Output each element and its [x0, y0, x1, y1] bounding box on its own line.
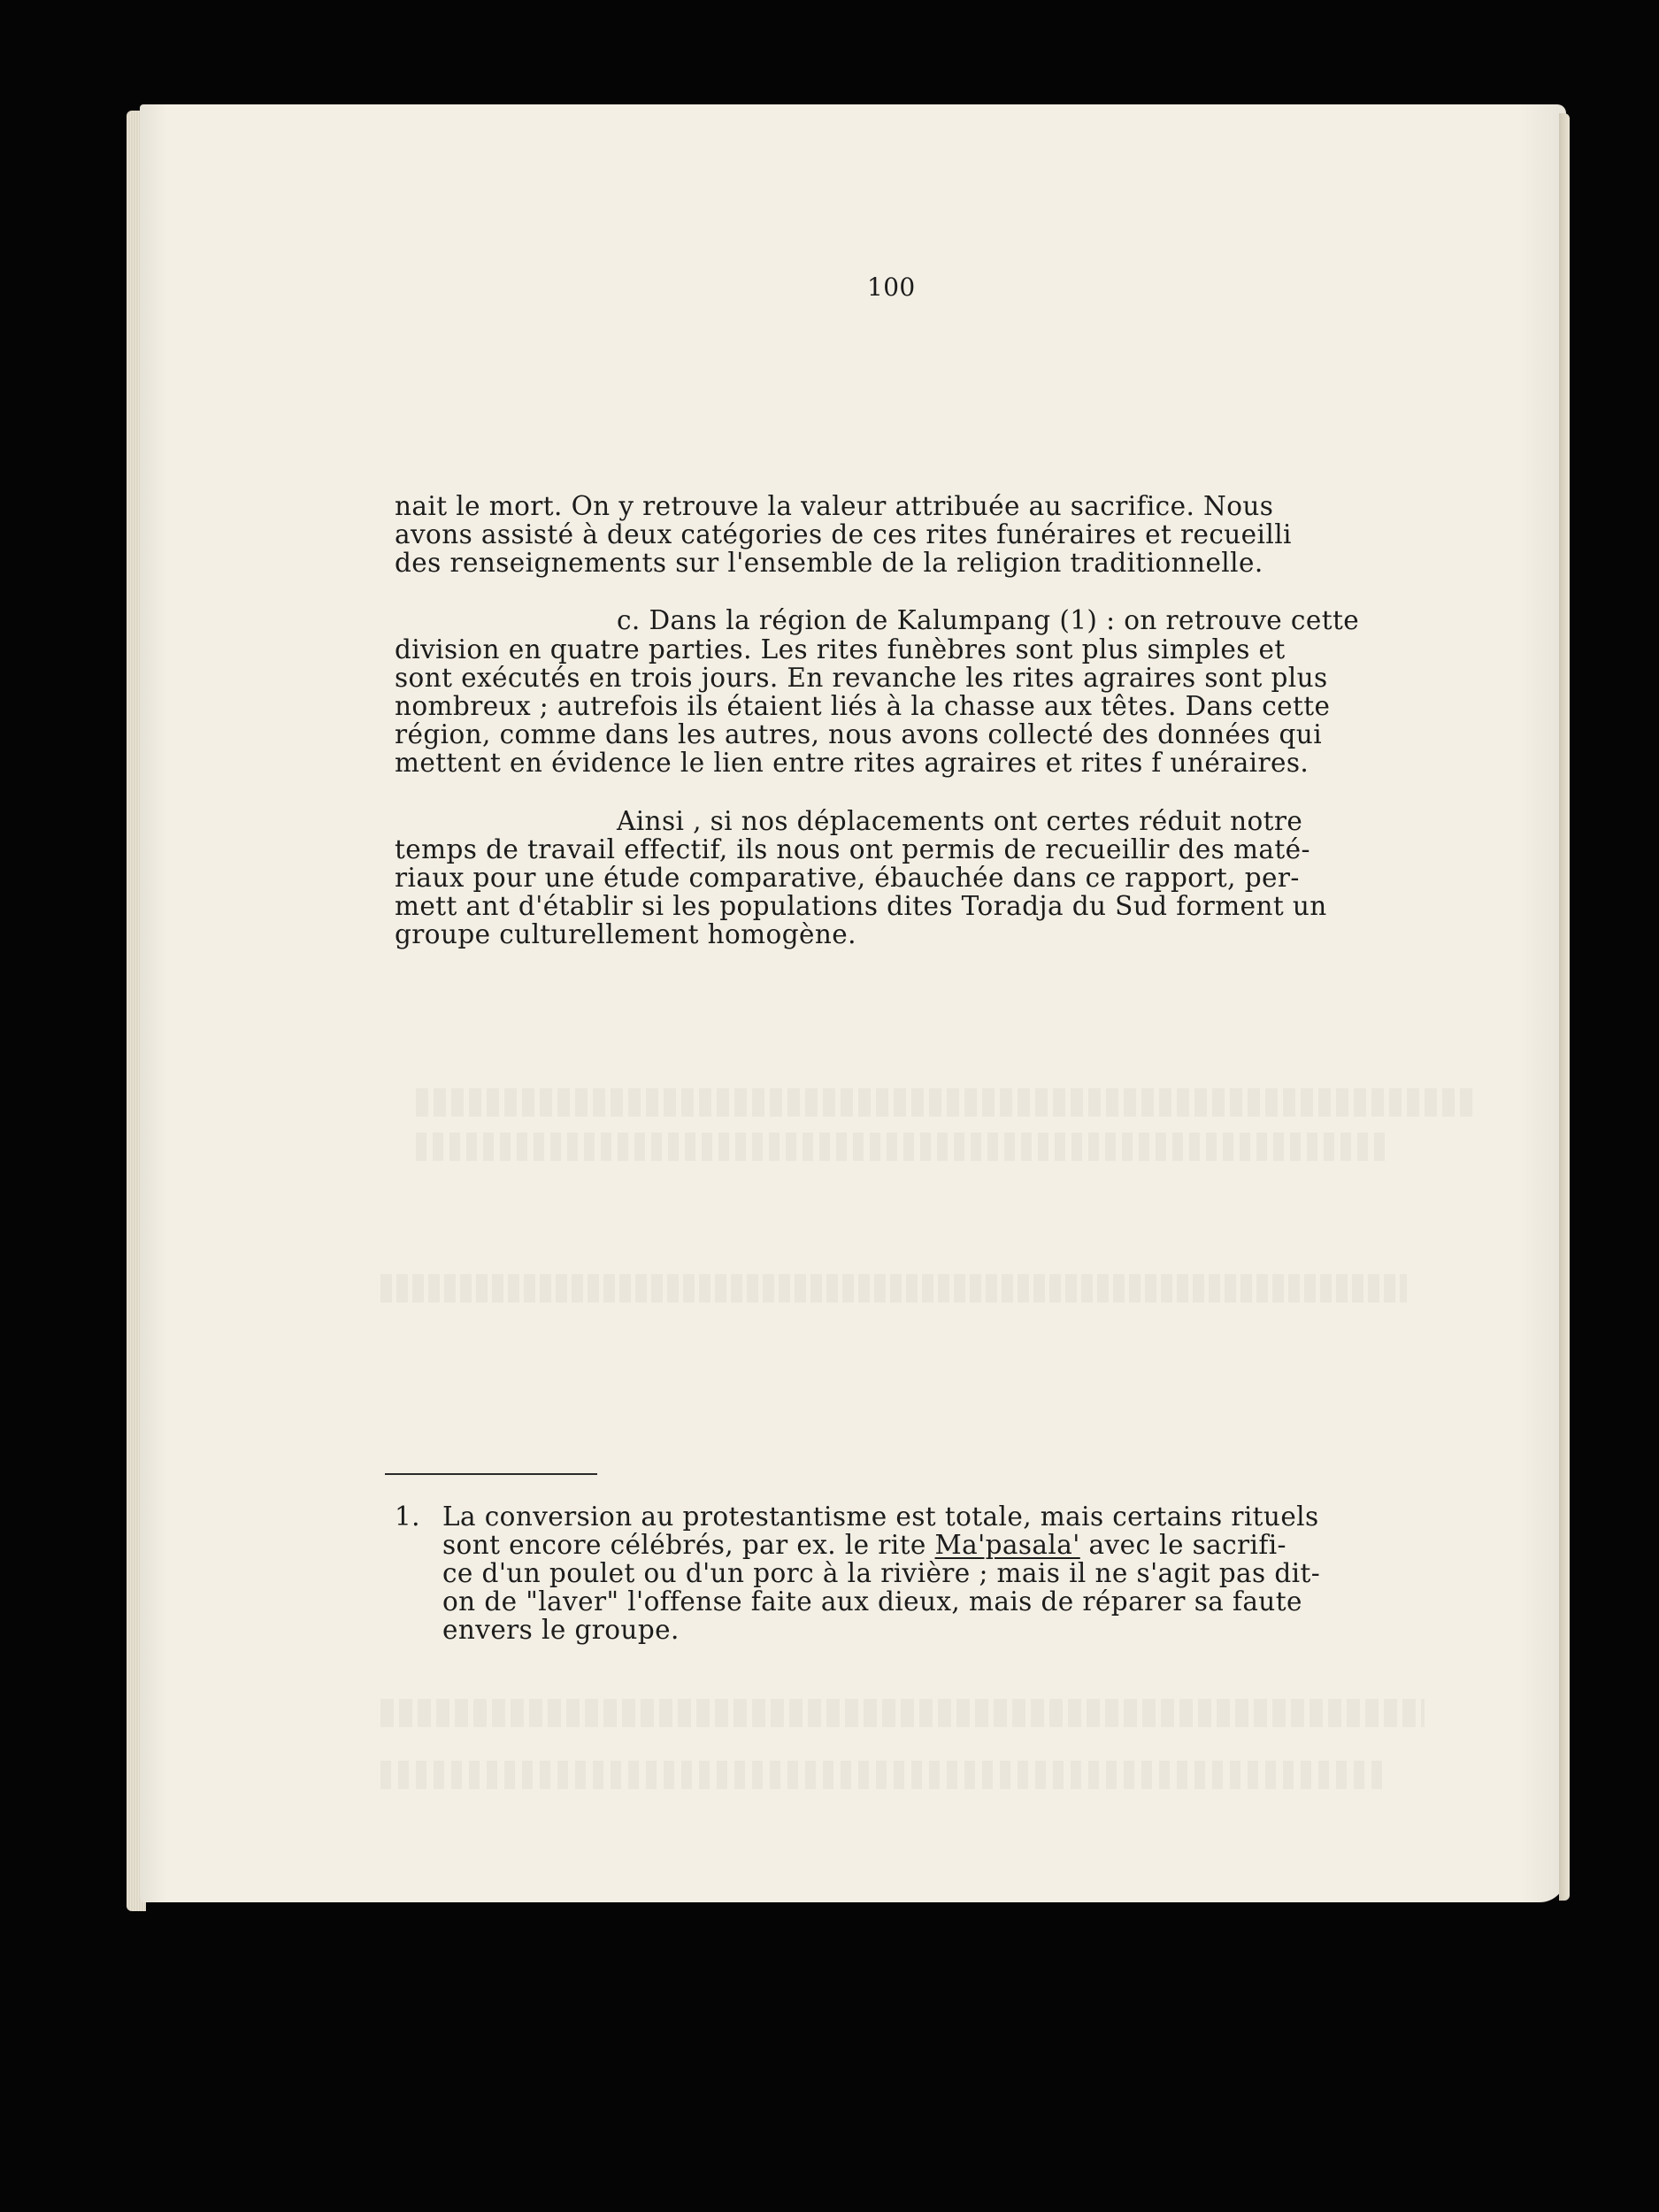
footnote-line: envers le groupe. [442, 1615, 680, 1645]
paragraph-line: nombreux ; autrefois ils étaient liés à la chasse aux têtes. Dans cette [395, 691, 1331, 721]
paragraph-line: Ainsi , si nos déplacements ont certes réduit notre [617, 806, 1303, 836]
footnote-line: ce d'un poulet ou d'un porc à la rivière ; mais il ne s'agit pas dit- [442, 1558, 1321, 1588]
paragraph-line: division en quatre parties. Les rites funèbres sont plus simples et [395, 634, 1286, 664]
paragraph-line: avons assisté à deux catégories de ces rites funéraires et recueilli [395, 519, 1292, 549]
bleed-through-texture [380, 1761, 1389, 1789]
footnote-line [442, 1531, 1286, 1559]
paragraph-line: c. Dans la région de Kalumpang (1) : on retrouve cette [617, 605, 1360, 635]
paragraph-line: riaux pour une étude comparative, ébauchée dans ce rapport, per- [395, 863, 1300, 893]
bleed-through-texture [380, 1274, 1407, 1302]
paragraph-line: région, comme dans les autres, nous avons collecté des données qui [395, 719, 1323, 749]
page-number: 100 [867, 273, 916, 302]
paragraph-line: groupe culturellement homogène. [395, 919, 856, 949]
bleed-through-texture [380, 1699, 1425, 1727]
bleed-through-texture [416, 1133, 1389, 1161]
footnote-line: on de "laver" l'offense faite aux dieux, mais de réparer sa faute [442, 1586, 1302, 1617]
book-page [140, 104, 1566, 1902]
paragraph-line: mettent en évidence le lien entre rites agraires et rites f unéraires. [395, 748, 1310, 778]
footnote-separator [385, 1473, 597, 1475]
paragraph-line: temps de travail effectif, ils nous ont permis de recueillir des maté- [395, 834, 1310, 864]
footnote-text: sont encore célébrés, par ex. le rite [442, 1530, 935, 1560]
underlined-term: Ma'pasala' [934, 1530, 1080, 1560]
paragraph-line: mett ant d'établir si les populations dites Toradja du Sud forment un [395, 891, 1327, 921]
paragraph-line: des renseignements sur l'ensemble de la religion traditionnelle. [395, 548, 1263, 578]
paragraph-line: sont exécutés en trois jours. En revanche les rites agraires sont plus [395, 663, 1328, 693]
paragraph-line: nait le mort. On y retrouve la valeur attribuée au sacrifice. Nous [395, 491, 1274, 521]
page-right-edge [1559, 113, 1570, 1901]
footnote-text: avec le sacrifi- [1079, 1530, 1286, 1560]
bleed-through-texture [416, 1088, 1478, 1117]
footnote-line: La conversion au protestantisme est totale, mais certains rituels [442, 1502, 1319, 1532]
footnote-marker: 1. [395, 1502, 420, 1532]
